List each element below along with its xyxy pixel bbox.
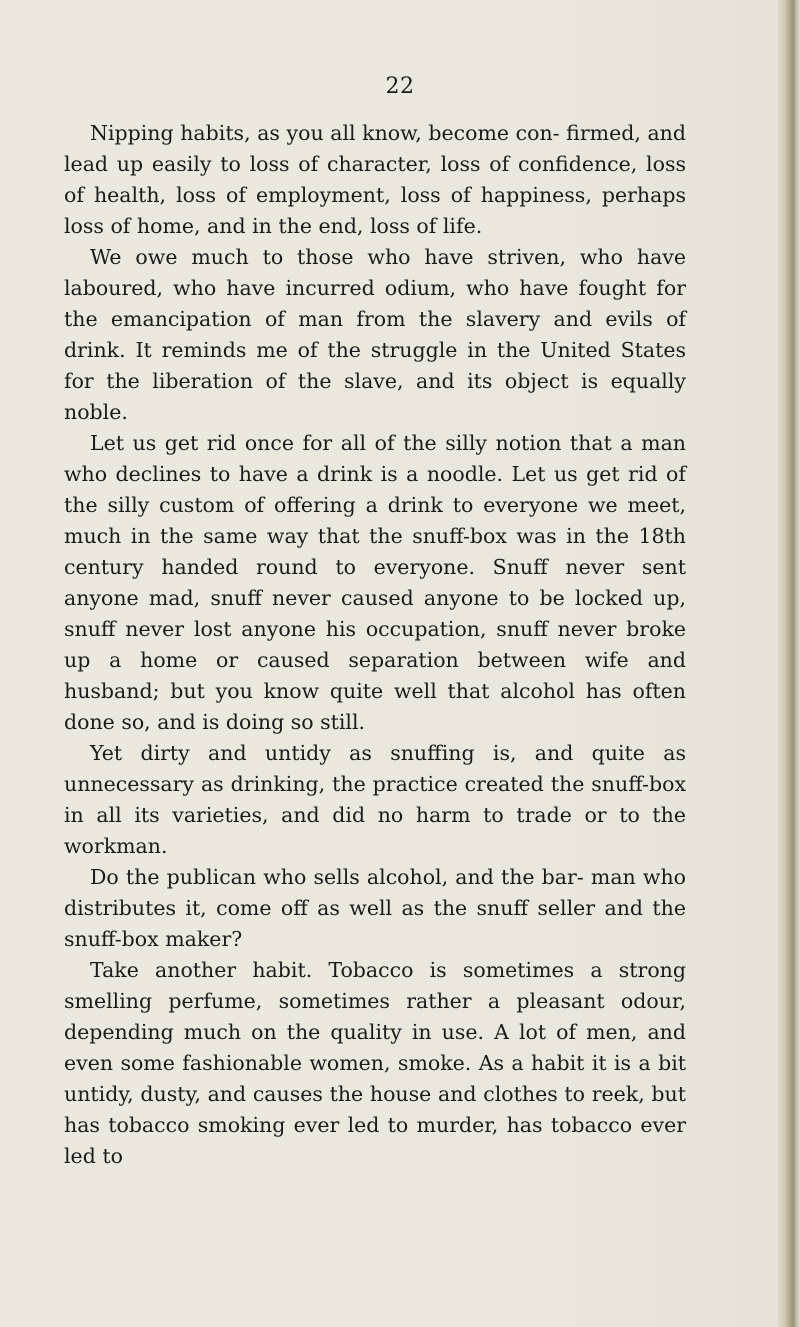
- paragraph-3: Let us get rid once for all of the silly notion that a man who declines to have a drink is a noodle. Let us get rid of the silly custom of offering a drink to everyone we meet, much in the same way that the snuff-box was in the 18th century handed round to everyone. Snuff never sent anyone mad, snuff never caused anyone to be locked up, snuff never lost anyone his occupation, snuff never broke up a home or caused separation between wife and husband; but you know quite well that alcohol has often done so, and is doing so still.: [64, 431, 686, 734]
- page-number: 22: [385, 74, 415, 99]
- paragraph-6: Take another habit. Tobacco is sometimes a strong smelling perfume, sometimes rather a pleasant odour, depending much on the quality in use. A lot of men, and even some fashionable women, smoke. As a habit it is a bit untidy, dusty, and causes the house and clothes to reek, but has tobacco smoking ever led to murder, has tobacco ever led to: [64, 958, 686, 1168]
- paragraph-4: Yet dirty and untidy as snuffing is, and quite as unnecessary as drinking, the practice created the snuff-box in all its varieties, and did no harm to trade or to the workman.: [64, 741, 686, 858]
- paragraph-1: Nipping habits, as you all know, become con- firmed, and lead up easily to loss of character, loss of confidence, loss of health, loss of employment, loss of happiness, perhaps loss of home, and in the end, loss of life.: [64, 121, 686, 238]
- paragraph-5: Do the publican who sells alcohol, and the bar- man who distributes it, come off as well as the snuff seller and the snuff-box maker?: [64, 865, 686, 951]
- paragraph-2: We owe much to those who have striven, who have laboured, who have incurred odium, who have fought for the emancipation of man from the slavery and evils of drink. It reminds me of the struggle in the United States for the liberation of the slave, and its object is equally noble.: [64, 245, 686, 424]
- page-edge-binding: [778, 0, 800, 1327]
- body-text: [64, 118, 686, 1172]
